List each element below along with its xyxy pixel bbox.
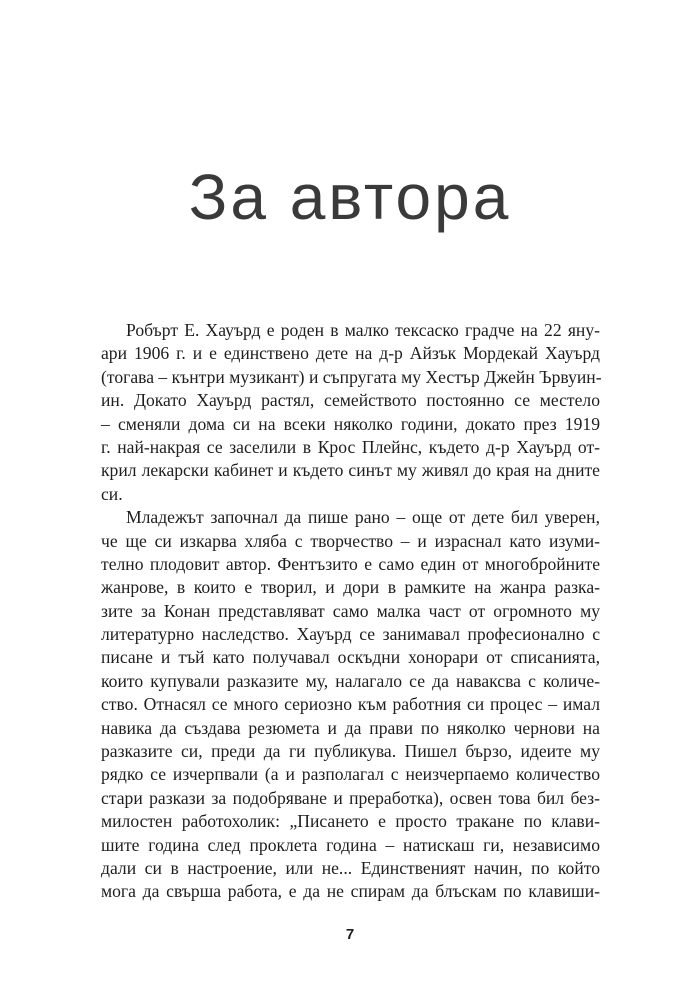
text-line: ари 1906 г. и е единствено дете на д-р Айзък Мордекай Хауърд (101, 343, 600, 364)
text-line: че ще си изкарва хляба с творчество – и израснал като изуми- (101, 530, 600, 551)
body-text (101, 319, 600, 904)
text-line: Робърт Е. Хауърд е роден в малко тексаско градче на 22 яну- (126, 320, 600, 340)
text-line: навика да създава резюмета и да прави по няколко чернови на (101, 717, 600, 738)
text-line: Младежът започнал да пише рано – още от дете бил уверен, (126, 507, 600, 528)
text-line: г. най-накрая се заселили в Крос Плейнс, където д-р Хауърд от- (101, 436, 600, 457)
text-line: ство. Отнасял се много сериозно към работния си процес – имал (101, 694, 600, 715)
text-line: шите година след проклета година – натискаш ги, независимо (101, 834, 600, 855)
text-line: зите за Конан представляват само малка част от огромното му (101, 600, 600, 621)
chapter-title: За автора (188, 161, 512, 233)
text-line: жанрове, в които е творил, и дори в рамките на жанра разка- (101, 577, 600, 598)
text-line: литературно наследство. Хауърд се занимавал професионално с (101, 624, 600, 645)
text-line: ин. Докато Хауърд растял, семейството постоянно се местело (101, 390, 600, 411)
text-line: писане и тъй като получавал оскъдни хонорари от списанията, (101, 647, 600, 668)
text-line: крил лекарски кабинет и където синът му живял до края на дните (101, 460, 600, 481)
text-line: телно плодовит автор. Фентъзито е само един от многобройните (101, 553, 600, 574)
text-line: (тогава – кънтри музикант) и съпругата му Хестър Джейн Ървуин- (101, 366, 602, 387)
text-line: си. (101, 483, 123, 504)
text-line: милостен работохолик: „Писането е просто тракане по клави- (101, 811, 600, 832)
text-line: дали си в настроение, или не... Единственият начин, по който (101, 857, 600, 878)
page-number: 7 (345, 926, 355, 943)
text-line: – сменяли дома си на всеки няколко години, докато през 1919 (101, 413, 600, 434)
text-line: рядко се изчерпвали (а и разполагал с неизчерпаемо количество (101, 764, 600, 785)
text-line: мога да свърша работа, е да не спирам да блъскам по клавиши- (101, 881, 600, 902)
text-line: които купували разказите му, налагало се да наваксва с количе- (101, 670, 600, 691)
text-line: стари разкази за подобряване и преработка), освен това бил без- (101, 787, 600, 808)
text-line: разказите си, преди да ги публикува. Пишел бързо, идеите му (101, 741, 600, 762)
